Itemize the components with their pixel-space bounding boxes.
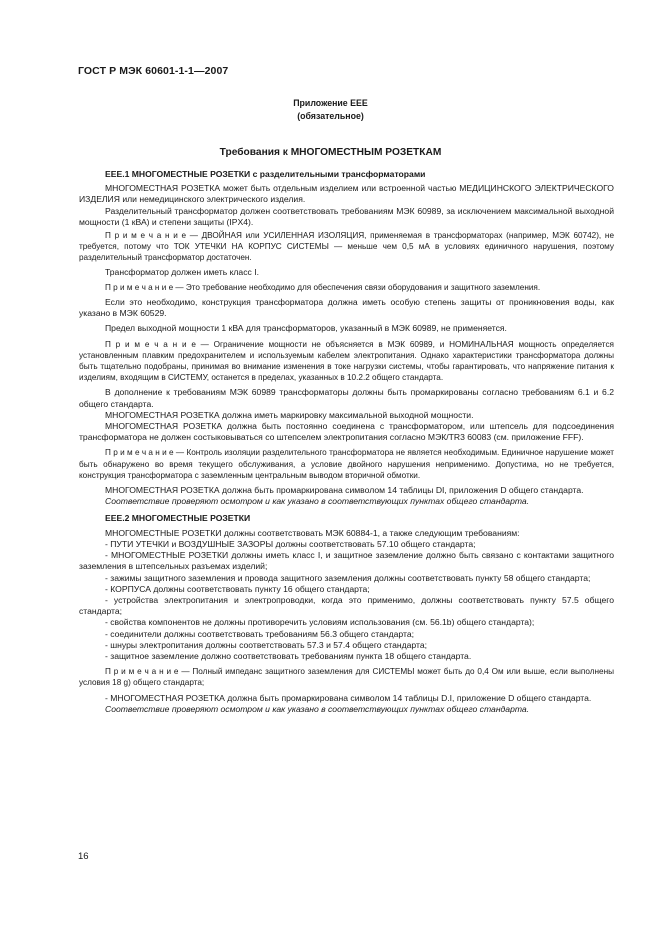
annex-title: Приложение EEE <box>293 98 368 108</box>
list-item: - свойства компонентов не должны противоречить условиям использования (см. 56.1b) общего стандарта); <box>105 617 535 628</box>
paragraph: МНОГОМЕСТНЫЕ РОЗЕТКИ должны соответствовать МЭК 60884-1, а также следующим требованиям: <box>105 527 520 538</box>
list-item: - соединители должны соответствовать требованиям 56.3 общего стандарта; <box>105 628 415 639</box>
clause-heading-eee2: EEE.2 МНОГОМЕСТНЫЕ РОЗЕТКИ <box>105 513 251 524</box>
compliance-statement: Соответствие проверяют осмотром и как указано в соответствующих пунктах общего стандарта. <box>105 703 530 714</box>
paragraph: Предел выходной мощности 1 кВА для трансформаторов, указанный в МЭК 60989, не применяется. <box>105 323 507 334</box>
list-item: - МНОГОМЕСТНАЯ РОЗЕТКА должна быть промаркирована символом 14 таблицы D.I, приложение D общего стандарта. <box>105 692 592 703</box>
list-item: - ПУТИ УТЕЧКИ и ВОЗДУШНЫЕ ЗАЗОРЫ должны соответствовать 57.10 общего стандарта; <box>105 538 476 549</box>
paragraph: МНОГОМЕСТНАЯ РОЗЕТКА должна быть постоянно соединена с трансформатором, или штепсель для подсоединения трансформатора не должен состыковываться со штепселем электропитания согласно МЭК/TR3 60083 (см. приложение FFF). <box>79 421 614 443</box>
paragraph: Если это необходимо, конструкция трансформатора должна иметь особую степень защиты от проникновения воды, как указано в МЭК 60529. <box>79 297 614 319</box>
section-title: Требования к МНОГОМЕСТНЫМ РОЗЕТКАМ <box>219 147 442 158</box>
note: П р и м е ч а н и е — Это требование необходимо для обеспечения связи оборудования и защитного заземления. <box>105 282 541 292</box>
note: П р и м е ч а н и е — Ограничение мощности не объясняется в МЭК 60989, и НОМИНАЛЬНАЯ мощность определяется установленным плавким предохранителем и используемым кабелем электропитания. Однако характеристики трансформатора должны быть тщательно подобраны, принимая во внимание изменения в токе нагрузки системы, чтобы гарантировать, что напряжение питания к изделиям, входящим в СИСТЕМУ, останется в пределах, указанных в 10.2.2 общего стандарта. <box>79 339 614 383</box>
note: П р и м е ч а н и е — Контроль изоляции разделительного трансформатора не является необходимым. Единичное нарушение может быть обнаружено во время текущего обслуживания, а условие двойного нарушения неприменимо. Допустима, но не требуется, конструкция трансформатора с заземленным центральным выводом вторичной обмотки. <box>79 448 614 480</box>
document-body <box>79 169 614 715</box>
compliance-statement: Соответствие проверяют осмотром и как указано в соответствующих пунктах общего стандарта. <box>105 496 530 507</box>
clause-heading-eee1: EEE.1 МНОГОМЕСТНЫЕ РОЗЕТКИ с разделительными трансформаторами <box>105 169 426 179</box>
note: П р и м е ч а н и е — Полный импеданс защитного заземления для СИСТЕМЫ может быть до 0,4 Ом или выше, если выполнены условия 18 g) общего стандарта; <box>79 667 614 688</box>
paragraph: МНОГОМЕСТНАЯ РОЗЕТКА должна иметь маркировку максимальной выходной мощности. <box>105 409 474 420</box>
paragraph: Разделительный трансформатор должен соответствовать требованиям МЭК 60989, за исключением максимальной выходной мощности (1 кВА) и степени защиты (IPX4). <box>79 205 614 227</box>
page-number: 16 <box>78 851 89 862</box>
document-id: ГОСТ Р МЭК 60601-1-1—2007 <box>78 65 229 77</box>
paragraph: МНОГОМЕСТНАЯ РОЗЕТКА должна быть промаркирована символом 14 таблицы DI, приложения D общего стандарта. <box>105 485 584 496</box>
annex-status: (обязательное) <box>297 111 364 121</box>
paragraph: В дополнение к требованиям МЭК 60989 трансформаторы должны быть промаркированы согласно требованиям 6.1 и 6.2 общего стандарта. <box>79 387 614 409</box>
paragraph: МНОГОМЕСТНАЯ РОЗЕТКА может быть отдельным изделием или встроенной частью МЕДИЦИНСКОГО ЭЛЕКТРИЧЕСКОГО ИЗДЕЛИЯ или немедицинского электрического изделия. <box>79 183 614 205</box>
list-item: - КОРПУСА должны соответствовать пункту 16 общего стандарта; <box>105 583 370 594</box>
list-item: - МНОГОМЕСТНЫЕ РОЗЕТКИ должны иметь класс I, и защитное заземление должно быть связано с контактами защитного заземления в штепсельных разъемах изделий; <box>79 550 614 572</box>
note: П р и м е ч а н и е — ДВОЙНАЯ или УСИЛЕННАЯ ИЗОЛЯЦИЯ, применяемая в трансформаторах (например, МЭК 60742), не требуется, потому что ТОК УТЕЧКИ НА КОРПУС СИСТЕМЫ — меньше чем 0,5 мА в условиях единичного нарушения, поэтому разделительный трансформатор достаточен. <box>79 231 614 263</box>
list-item: - зажимы защитного заземления и провода защитного заземления должны соответствовать пункту 58 общего стандарта; <box>105 572 591 583</box>
paragraph: Трансформатор должен иметь класс I. <box>105 266 259 277</box>
list-item: - защитное заземление должно соответствовать требованиям пункта 18 общего стандарта. <box>105 650 472 661</box>
list-item: - устройства электропитания и электропроводки, когда это применимо, должны соответствовать пункту 57.5 общего стандарта; <box>79 594 614 617</box>
list-item: - шнуры электропитания должны соответствовать 57.3 и 57.4 общего стандарта; <box>105 639 427 650</box>
annex-header <box>0 97 661 123</box>
